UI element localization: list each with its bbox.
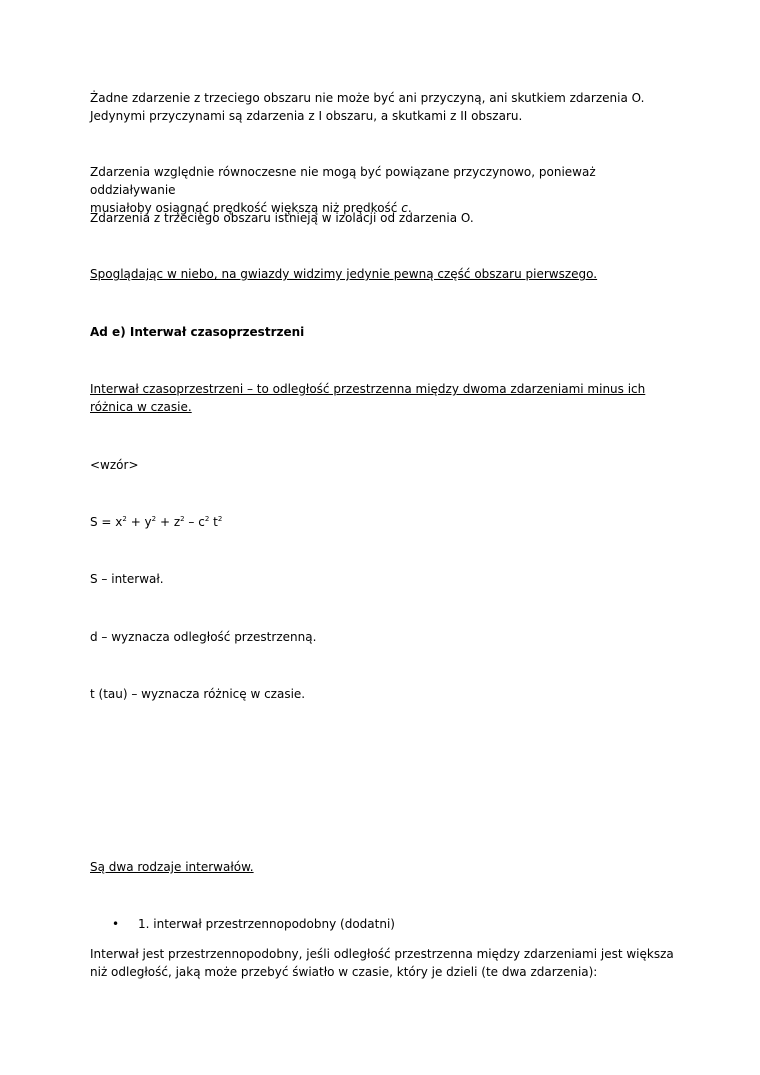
spacelike-interval-description: Interwał jest przestrzennopodobny, jeśli odległość przestrzenna między zdarzeniami jest większa niż odległość, jaką może przebyć światło w czasie, który je dzieli (te dwa zdarzenia): [90, 947, 674, 979]
s-definition: S – interwał. [90, 572, 164, 586]
d-definition: d – wyznacza odległość przestrzenną. [90, 630, 317, 644]
t-definition: t (tau) – wyznacza różnicę w czasie. [90, 687, 306, 701]
formula-placeholder: <wzór> [90, 458, 139, 472]
section-heading: Ad e) Interwał czasoprzestrzeni [90, 325, 305, 339]
interval-definition: Interwał czasoprzestrzeni – to odległość przestrzenna między dwoma zdarzeniami minus ich różnica w czasie. [90, 382, 646, 414]
list-item [112, 915, 395, 933]
interval-formula: $S = x^2 + y^2 + z^2 - c^2$ $t^2$ [90, 515, 223, 529]
list-item-label: 1. interwał przestrzennopodobny (dodatni) [138, 917, 395, 931]
paragraph-simultaneous-events: Zdarzenia względnie równoczesne nie mogą być powiązane przyczynowo, ponieważ oddziaływanie musiałoby osiągnąć prędkość większą niż prędkość c. [90, 165, 596, 215]
paragraph-isolation: Zdarzenia z trzeciego obszaru istnieją w izolacji od zdarzenia O. [90, 211, 474, 225]
bullet-icon: • [112, 917, 120, 931]
paragraph-third-region-causality: Żadne zdarzenie z trzeciego obszaru nie może być ani przyczyną, ani skutkiem zdarzenia O. Jedynymi przyczynami są zdarzenia z I obszaru, a skutkami z II obszaru. [90, 91, 645, 123]
paragraph-sky-stars: Spoglądając w niebo, na gwiazdy widzimy jedynie pewną część obszaru pierwszego. [90, 267, 598, 281]
interval-types-heading: Są dwa rodzaje interwałów. [90, 860, 254, 874]
